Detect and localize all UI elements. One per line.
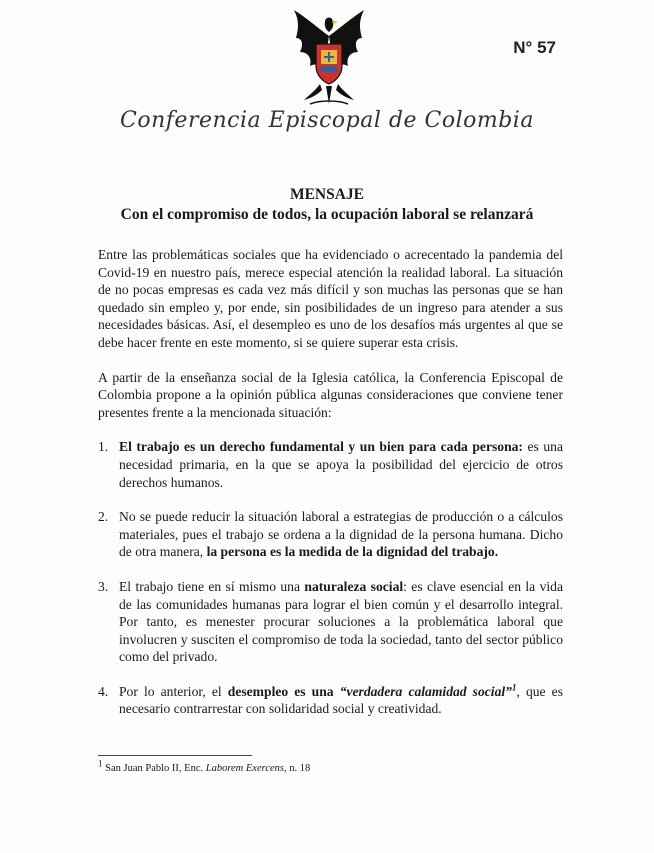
list-item-text: es una necesidad primaria, en la que se apoya la posibilidad del ejercicio de otros derechos humanos. <box>119 439 564 490</box>
footnote-text: San Juan Pablo II, Enc. <box>102 763 206 774</box>
list-item-bold: la persona es la medida de la dignidad del trabajo. <box>206 544 499 560</box>
footnote-work-title: Laborem Exercens <box>205 763 284 774</box>
list-item-number: 2. <box>98 509 109 525</box>
organization-name: Conferencia Episcopal de Colombia <box>120 108 534 133</box>
list-item <box>98 683 563 718</box>
paragraph: A partir de la enseñanza social de la Iglesia católica, la Conferencia Episcopal de Colombia propone a la opinión pública algunas consideraciones que conviene tener presentes frente a la mencionada situación: <box>98 369 563 420</box>
list-item-bold: naturaleza social <box>304 578 404 594</box>
document-number: N° 57 <box>513 38 556 57</box>
list-item-text: No se puede reducir la situación laboral a estrategias de producción o a cálculos materiales, pues el trabajo se ordena a la dignidad de la persona humana. Dicho de otra manera, <box>119 509 563 560</box>
footnote-divider <box>98 755 252 756</box>
footnote <box>98 758 311 774</box>
list-item <box>98 578 563 666</box>
considerations-list <box>98 438 563 718</box>
list-item-number: 1. <box>98 439 109 455</box>
list-item-text: El trabajo tiene en sí mismo una <box>119 578 305 594</box>
episcopal-crest-logo <box>290 8 368 110</box>
list-item-number: 4. <box>98 683 109 699</box>
list-item-bold: desempleo es una <box>227 683 340 699</box>
list-item-text: Por lo anterior, el <box>119 683 228 699</box>
list-item-number: 3. <box>98 578 109 594</box>
list-item-bold: El trabajo es un derecho fundamental y un bien para cada persona: <box>119 439 523 455</box>
footnote-reference: 1 <box>511 682 517 693</box>
list-item-text: , que es necesario contrarrestar con solidaridad social y creatividad. <box>119 683 563 717</box>
list-item <box>98 438 563 491</box>
list-item-quote: “verdadera calamidad social” <box>339 683 512 699</box>
footnote-text: , n. 18 <box>283 763 311 774</box>
document-subtitle: Con el compromiso de todos, la ocupación laboral se relanzará <box>120 206 534 223</box>
footnote-marker: 1 <box>98 758 103 769</box>
document-title: MENSAJE <box>289 186 365 203</box>
paragraph: Entre las problemáticas sociales que ha evidenciado o acrecentado la pandemia del Covid-19 en nuestro país, merece especial atención la realidad laboral. La situación de no pocas empresas es cada vez más difícil y son muchas las personas que se han quedado sin empleo y, por ende, sin posibilidades de un ingreso para atender a sus necesidades básicas. Así, el desempleo es uno de los desafíos más urgentes al que se debe hacer frente en este momento, si se quiere superar esta crisis. <box>98 247 563 350</box>
list-item <box>98 508 563 561</box>
title-block <box>0 185 654 225</box>
document-body <box>98 246 563 735</box>
list-item-text: : es clave esencial en la vida de las comunidades humanas para lograr el bien común y el desarrollo integral. Por tanto, es menester procurar soluciones a la problemática laboral que involucren y susciten el compromiso de toda la sociedad, tanto del sector público como del privado. <box>119 578 563 665</box>
